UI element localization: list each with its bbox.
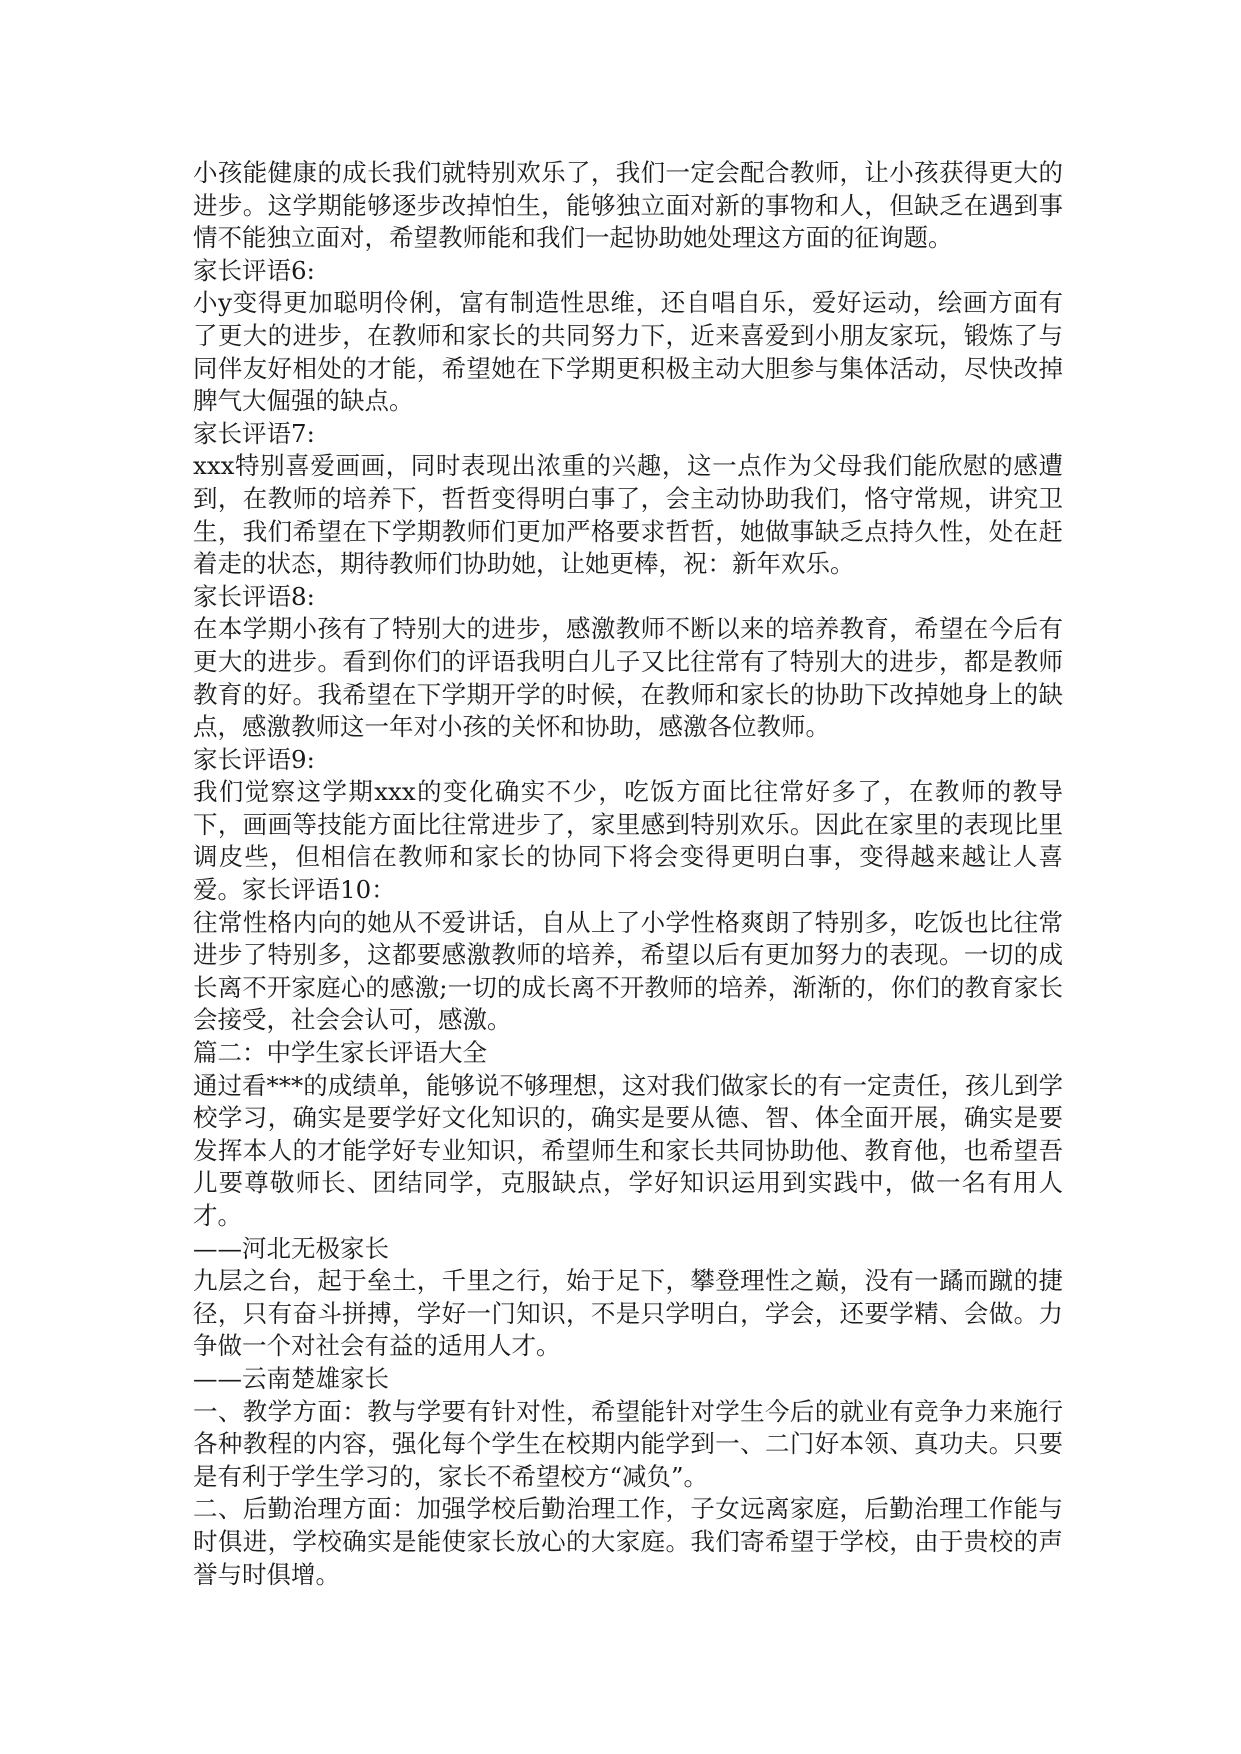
heading-parent-comment-8: 家长评语8: <box>193 581 315 611</box>
paragraph-7: 通过看***的成绩单，能够说不够理想，这对我们做家长的有一定责任，孩儿到学校学习，确实是要学好文化知识的，确实是要从德、智、体全面开展，确实是要发挥本人的才能学好专业知识，希望师生和家长共同协助他、教育他，也希望吾儿要尊敬师长、团结同学，克服缺点，学好知识运用到实践中，做一名有用人才。 <box>193 1070 1063 1230</box>
paragraph-8: 九层之台，起于垒土，千里之行，始于足下，攀登理性之巅，没有一蹫而蹴的捷径，只有奋斗拼搏，学好一门知识，不是只学明白，学会，还要学精、会做。力争做一个对社会有益的适用人才。 <box>193 1266 1063 1361</box>
paragraph-3: xxx特别喜爱画画，同时表现出浓重的兴趣，这一点作为父母我们能欣慰的感遭到，在教师的培养下，哲哲变得明白事了，会主动协助我们，恪守常规，讲究卫生，我们希望在下学期教师们更加严格要求哲哲，她做事缺乏点持久性，处在赶着走的状态，期待教师们协助她，让她更棒，祝：新年欢乐。 <box>193 451 1063 579</box>
paragraph-5: 我们觉察这学期xxx的变化确实不少，吃饭方面比往常好多了，在教师的教导下，画画等技能方面比往常进步了，家里感到特别欢乐。因此在家里的表现比里调皮些，但相信在教师和家长的协同下将会变得更明白事，变得越来越让人喜爱。家长评语10： <box>193 777 1063 905</box>
paragraph-9: 一、教学方面：教与学要有针对性，希望能针对学生今后的就业有竞争力来施行各种教程的内容，强化每个学生在校期内能学到一、二门好本领、真功夫。只要是有利于学生学习的，家长不希望校方“减负”。 <box>193 1396 1063 1491</box>
signature-hebei: ——河北无极家长 <box>193 1233 389 1263</box>
signature-yunnan: ——云南楚雄家长 <box>193 1363 389 1393</box>
section-heading: 篇二：中学生家长评语大全 <box>193 1038 487 1068</box>
paragraph-6: 往常性格内向的她从不爱讲话，自从上了小学性格爽朗了特别多，吃饭也比往常进步了特别多，这都要感激教师的培养，希望以后有更加努力的表现。一切的成长离不开家庭心的感激;一切的成长离不开教师的培养，渐渐的，你们的教育家长会接受，社会会认可，感激。 <box>193 907 1063 1035</box>
heading-parent-comment-7: 家长评语7: <box>193 418 315 448</box>
paragraph-4: 在本学期小孩有了特别大的进步，感激教师不断以来的培养教育，希望在今后有更大的进步。看到你们的评语我明白儿子又比往常有了特别大的进步，都是教师教育的好。我希望在下学期开学的时候，在教师和家长的协助下改掉她身上的缺点，感激教师这一年对小孩的关怀和协助，感激各位教师。 <box>193 614 1063 742</box>
paragraph-2: 小y变得更加聪明伶俐，富有制造性思维，还自唱自乐，爱好运动，绘画方面有了更大的进步，在教师和家长的共同努力下，近来喜爱到小朋友家玩，锻炼了与同伴友好相处的才能，希望她在下学期更积极主动大胆参与集体活动，尽快改掉脾气大倔强的缺点。 <box>193 288 1063 416</box>
paragraph-10: 二、后勤治理方面：加强学校后勤治理工作，子女远离家庭，后勤治理工作能与时俱进，学校确实是能使家长放心的大家庭。我们寄希望于学校，由于贵校的声誉与时俱增。 <box>193 1494 1063 1589</box>
document-body <box>193 157 1063 1591</box>
paragraph-1: 小孩能健康的成长我们就特别欢乐了，我们一定会配合教师，让小孩获得更大的进步。这学期能够逐步改掉怕生，能够独立面对新的事物和人，但缺乏在遇到事情不能独立面对，希望教师能和我们一起协助她处理这方面的征询题。 <box>193 158 1063 253</box>
heading-parent-comment-9: 家长评语9: <box>193 744 315 774</box>
heading-parent-comment-6: 家长评语6: <box>193 255 315 285</box>
